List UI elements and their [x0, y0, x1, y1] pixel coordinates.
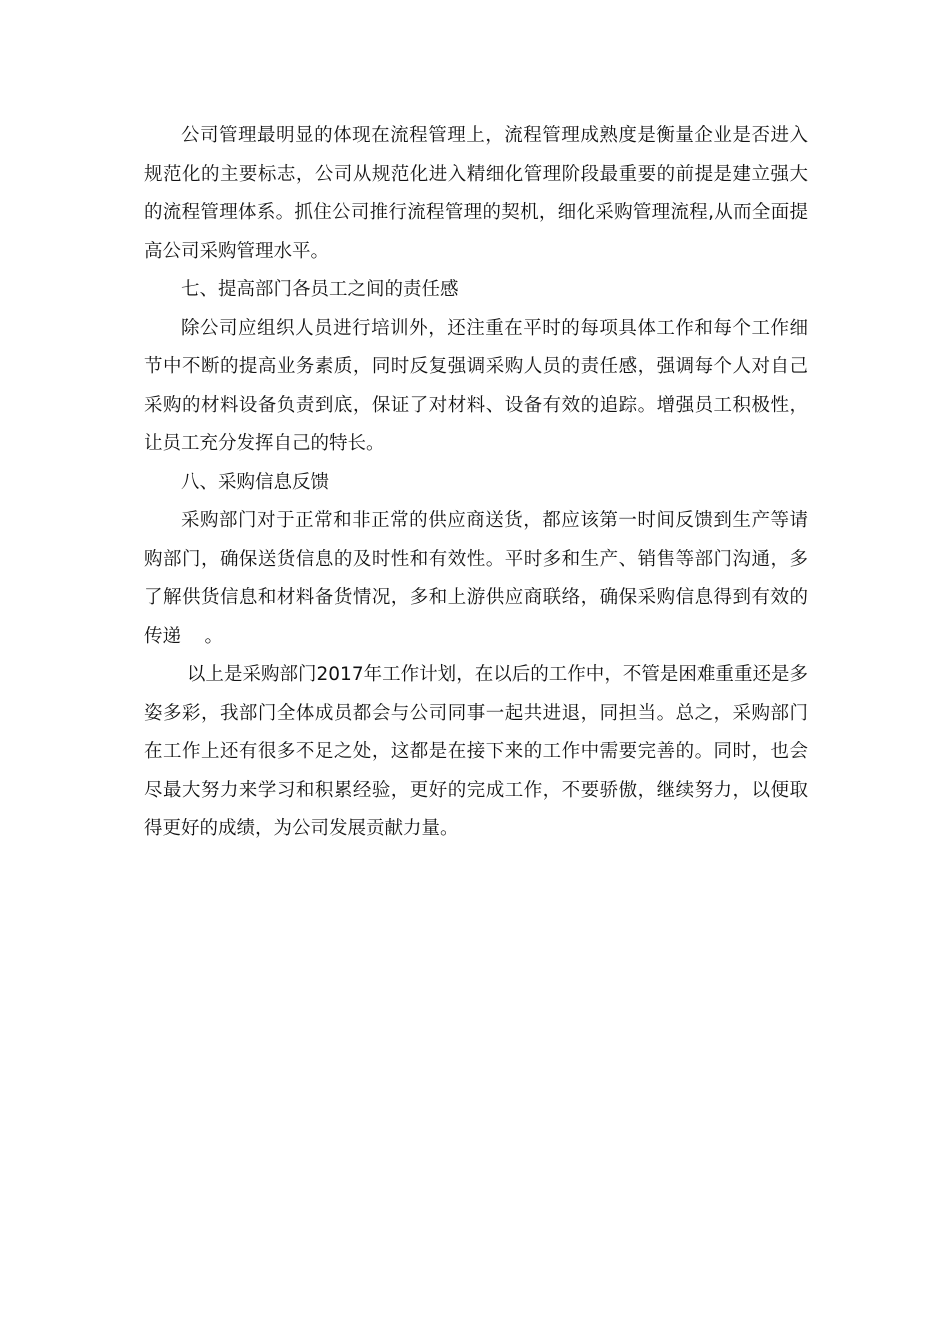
paragraph-training: 除公司应组织人员进行培训外，还注重在平时的每项具体工作和每个工作细节中不断的提高业务素质，同时反复强调采购人员的责任感，强调每个人对自己采购的材料设备负责到底，保证了对材料、设备有效的追踪。增强员工积极性，让员工充分发挥自己的特长。: [144, 317, 808, 454]
section-heading-responsibility: 七、提高部门各员工之间的责任感: [181, 279, 459, 300]
document-body: [144, 117, 808, 849]
paragraph-feedback: 采购部门对于正常和非正常的供应商送货，都应该第一时间反馈到生产等请购部门，确保送货信息的及时性和有效性。平时多和生产、销售等部门沟通，多了解供货信息和材料备货情况，多和上游供应商联络，确保采购信息得到有效的传递 。: [144, 510, 808, 647]
paragraph-summary: 以上是采购部门2017年工作计划，在以后的工作中，不管是困难重重还是多姿多彩，我部门全体成员都会与公司同事一起共进退，同担当。总之，采购部门在工作上还有很多不足之处，这都是在接下来的工作中需要完善的。同时，也会尽最大努力来学习和积累经验，更好的完成工作，不要骄傲，继续努力，以便取得更好的成绩，为公司发展贡献力量。: [144, 664, 808, 839]
section-heading-feedback: 八、采购信息反馈: [181, 471, 330, 493]
paragraph-process-management: 公司管理最明显的体现在流程管理上，流程管理成熟度是衡量企业是否进入规范化的主要标志，公司从规范化进入精细化管理阶段最重要的前提是建立强大的流程管理体系。抓住公司推行流程管理的契机，细化采购管理流程,从而全面提高公司采购管理水平。: [144, 125, 808, 262]
